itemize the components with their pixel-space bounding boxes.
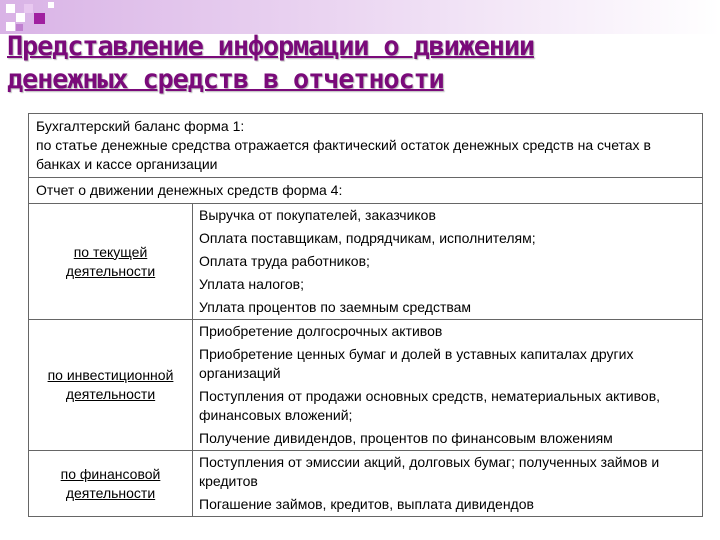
- list-item: Поступления от продажи основных средств, нематериальных активов, финансовых вложений;: [199, 388, 661, 423]
- cash-flow-table: [28, 113, 703, 517]
- report-row: [29, 178, 703, 204]
- list-item: Погашение займов, кредитов, выплата дивидендов: [199, 496, 534, 512]
- section-items-financing: [193, 451, 703, 517]
- decorative-square: [6, 4, 15, 13]
- list-item: Поступления от эмиссии акций, долговых бумаг; полученных займов и кредитов: [199, 454, 660, 489]
- balance-text: по статье денежные средства отражается фактический остаток денежных средств на счетах в банках и кассе организации: [36, 137, 651, 172]
- decorative-square: [16, 13, 25, 22]
- decorative-header-band: [0, 0, 720, 34]
- list-item: Оплата поставщикам, подрядчикам, исполнителям;: [199, 230, 536, 246]
- section-label-investing: по инвестиционной деятельности: [29, 320, 193, 451]
- report-heading: Отчет о движении денежных средств форма 4:: [29, 178, 703, 204]
- slide-title: [7, 30, 715, 96]
- table-row: [29, 204, 703, 320]
- balance-cell: [29, 114, 703, 178]
- section-items-investing: [193, 320, 703, 451]
- section-label-operating: по текущей деятельности: [29, 204, 193, 320]
- list-item: Приобретение ценных бумаг и долей в уставных капиталах других организаций: [199, 346, 634, 381]
- list-item: Уплата процентов по заемным средствам: [199, 299, 472, 315]
- list-item: Приобретение долгосрочных активов: [199, 323, 443, 339]
- slide-title-line-1: Представление информации о движении: [7, 31, 534, 62]
- table-row: [29, 320, 703, 451]
- decorative-square: [48, 2, 54, 8]
- section-items-operating: [193, 204, 703, 320]
- list-item: Оплата труда работников;: [199, 253, 370, 269]
- list-item: Выручка от покупателей, заказчиков: [199, 207, 436, 223]
- slide-title-line-2: денежных средств в отчетности: [7, 64, 444, 95]
- table-row: [29, 451, 703, 517]
- list-item: Получение дивидендов, процентов по финансовым вложениям: [199, 430, 613, 446]
- balance-heading: Бухгалтерский баланс форма 1:: [36, 118, 245, 134]
- balance-row: [29, 114, 703, 178]
- decorative-square: [24, 4, 33, 13]
- list-item: Уплата налогов;: [199, 276, 304, 292]
- section-label-financing: по финансовой деятельности: [29, 451, 193, 517]
- decorative-square: [34, 13, 45, 24]
